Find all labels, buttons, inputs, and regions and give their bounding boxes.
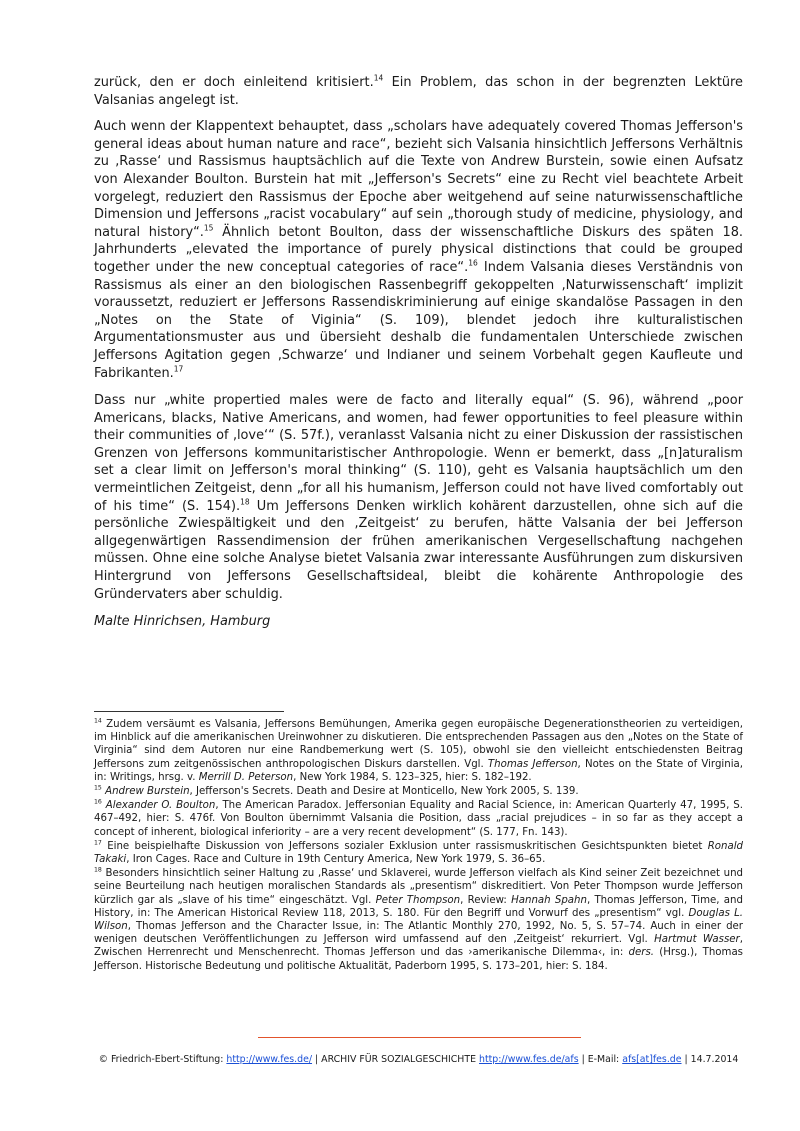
footnote [94, 867, 743, 973]
footnote [94, 799, 743, 839]
footnote-ref: 16 [468, 258, 478, 268]
afs-link[interactable]: http://www.fes.de/afs [479, 1054, 579, 1065]
footnote-ref: 15 [203, 223, 214, 233]
footer-date: | 14.7.2014 [681, 1054, 739, 1065]
footnotes [94, 718, 743, 974]
paragraph [94, 392, 743, 603]
text-run: , Thomas Jefferson and the Character Issue, in: The Atlantic Monthly 270, 1992, No. 5, S. 57–74. Auch in einer der wenigen deutschen Veröffentlichungen zu Jefferson wird umfassend auf den ‚Zeitgeist‘ rekurriert. Vgl. [94, 921, 743, 946]
italic-name: Thomas Jefferson [487, 758, 578, 770]
text-run: , Iron Cages. Race and Culture in 19th Century America, New York 1979, S. 36–65. [126, 854, 546, 866]
italic-name: Ronald Takaki [94, 840, 743, 866]
email-link[interactable]: afs[at]fes.de [622, 1054, 682, 1065]
text-run: Dass nur „white propertied males were de facto and literally equal“ (S. 96), während „poor Americans, blacks, Native Americans, and women, had fewer opportunities to feel pleasure within their communities of ‚love‘“ (S. 57f.), veranlasst Valsania nicht zu einer Diskussion der rassistischen Grenzen von Jeffersons kommunitaristischer Anthropologie. Wenn er bemerkt, dass „[n]aturalism set a clear limit on Jefferson's moral thinking“ (S. 110), geht es Valsania hauptsächlich um den vermeintlichen Zeitgeist, denn „for all his humanism, Jefferson could not have lived comfortably out of his time“ (S. 154). [94, 393, 743, 514]
italic-name: Andrew Burstein [105, 786, 190, 798]
text-run: Ähnlich betont Boulton, dass der wissenschaftliche Diskurs des späten 18. Jahrhunderts „elevated the importance of purely physical distinctions that could be grouped together under the new conceptual categories of race“. [94, 224, 743, 275]
text-run: , The American Paradox. Jeffersonian Equality and Racial Science, in: American Quarterly 47, 1995, S. 467–492, hier: S. 476f. Von Boulton übernimmt Valsania die Position, dass „racial prejudices – in so far as they accept a concept of inherent, biological inferiority – are a very recent development“ (S. 177, Fn. 143). [94, 800, 743, 838]
fes-link[interactable]: http://www.fes.de/ [226, 1054, 313, 1065]
footnote-ref: 14 [373, 73, 384, 83]
text-run: , Zwischen Herrenrecht und Menschenrecht. Thomas Jefferson und das ›amerikanische Dilemma‹, in: [94, 934, 743, 959]
text-run: , Notes on the State of Virginia, in: Writings, hrsg. v. [94, 758, 744, 783]
italic-name: Merrill D. Peterson [198, 771, 294, 783]
footnote-ref: 17 [94, 839, 102, 847]
page-footer [94, 1054, 743, 1065]
paragraph [94, 74, 743, 109]
text-run: Ein Problem, das schon in der begrenzten Lektüre Valsanias angelegt ist. [94, 75, 743, 108]
footnote-ref: 18 [94, 866, 102, 874]
main-text [94, 74, 743, 641]
text-run: Eine beispielhafte Diskussion von Jeffersons sozialer Exklusion unter rassismuskritischen Gesichtspunkten bietet [101, 840, 708, 852]
italic-name: Alexander O. Boulton [105, 800, 216, 812]
text-run: Auch wenn der Klappentext behauptet, dass „scholars have adequately covered Thomas Jefferson's general ideas about human nature and race“, bezieht sich Valsania hinsichtlich Jeffersons Verhältnis zu ‚Rasse‘ und Rassismus hauptsächlich auf die Texte von Andrew Burstein, sowie einen Aufsatz von Alexander Boulton. Burstein hat mit „Jefferson's Secrets“ eine zu Recht viel beachtete Arbeit vorgelegt, reduziert den Rassismus der Epoche aber weitgehend auf seine naturwissenschaftliche Dimension und Jeffersons „racist vocabulary“ auf sein „thorough study of medicine, physiology, and natural history“. [94, 119, 743, 240]
footer-divider [258, 1037, 581, 1038]
text-run: (Hrsg.), Thomas Jefferson. Historische Bedeutung und politische Aktualität, Paderborn 1995, S. 173–201, hier: S. 184. [94, 947, 743, 972]
text-run: zurück, den er doch einleitend kritisiert. [94, 75, 374, 90]
italic-name: Hannah Spahn [511, 894, 587, 906]
footnote-divider [94, 711, 284, 712]
text-run: Indem Valsania dieses Verständnis von Rassismus als einer an den biologischen Rassenbegriff gekoppelten ‚Naturwissenschaft‘ implizit voraussetzt, reduziert er Jeffersons Rassendiskriminierung auf einige skandalöse Passagen in den „Notes on the State of Viginia“ (S. 109), blendet jedoch ihre kulturalistischen Argumentationsmuster aus und übersieht deshalb die fundamentalen Unterschiede zwischen Jeffersons Agitation gegen ‚Schwarze‘ und Indianer und seinem Vorbehalt gegen Kaufleute und Fabrikanten. [94, 259, 743, 381]
italic-name: Hartmut Wasser [654, 934, 740, 946]
text-run: Zudem versäumt es Valsania, Jeffersons Bemühungen, Amerika gegen europäische Degenerationstheorien zu verteidigen, im Hinblick auf die amerikanischen Ureinwohner zu diskutieren. Die entsprechenden Passagen aus den „Notes on the State of Virginia“ sind dem Autoren nur eine Randbemerkung wert (S. 105), obwohl sie den vielleicht entschiedensten Beitrag Jeffersons zum zeitgenössischen anthropologischen Diskurs darstellen. Vgl. [94, 719, 743, 770]
footnote [94, 840, 743, 866]
italic-name: ders. [628, 947, 654, 959]
footnote-ref: 18 [240, 497, 250, 507]
text-run: Um Jeffersons Denken wirklich kohärent darzustellen, ohne sich auf die persönliche Zwiespältigkeit und den ‚Zeitgeist‘ zu berufen, hätte Valsania der bei Jefferson allgegenwärtigen Rassendimension der frühen amerikanischen Vergesellschaftung nachgehen müssen. Ohne eine solche Analyse bietet Valsania zwar interessante Ausführungen zum diskursiven Hintergrund von Jeffersons Gesellschaftsideal, bleibt die kohärente Anthropologie des Gründervaters aber schuldig. [94, 498, 743, 602]
footnote-ref: 16 [94, 798, 102, 806]
italic-name: Douglas L. Wilson [94, 907, 743, 933]
footnote [94, 785, 743, 798]
text-run: , Thomas Jefferson, Time, and History, in: The American Historical Review 118, 2013, S. 180. Für den Begriff und Vorwurf des „presentism“ vgl. [94, 894, 743, 919]
text-run: , Jefferson's Secrets. Death and Desire at Monticello, New York 2005, S. 139. [189, 786, 579, 798]
paragraph [94, 118, 743, 382]
italic-name: Peter Thompson [375, 894, 461, 906]
text-run: , Review: [460, 894, 512, 906]
footer-email-label: | E-Mail: [578, 1054, 623, 1065]
footer-archive: | ARCHIV FÜR SOZIALGESCHICHTE [312, 1054, 479, 1065]
author-signature: Malte Hinrichsen, Hamburg [94, 614, 271, 630]
text-run: , New York 1984, S. 123–325, hier: S. 182–192. [293, 771, 532, 783]
text-run: Besonders hinsichtlich seiner Haltung zu ‚Rasse‘ und Sklaverei, wurde Jefferson vielfach als Kind seiner Zeit bezeichnet und seine Beurteilung nach heutigen moralischen Standards als „presentism“ diskreditiert. Von Peter Thompson wurde Jefferson kürzlich gar als „slave of his time“ eingeschätzt. Vgl. [94, 868, 743, 906]
footnote-ref: 14 [94, 717, 102, 725]
footnote [94, 718, 743, 784]
footnote-ref: 17 [173, 364, 184, 374]
footer-copyright: © Friedrich-Ebert-Stiftung: [98, 1054, 227, 1065]
footnote-ref: 15 [94, 784, 102, 792]
